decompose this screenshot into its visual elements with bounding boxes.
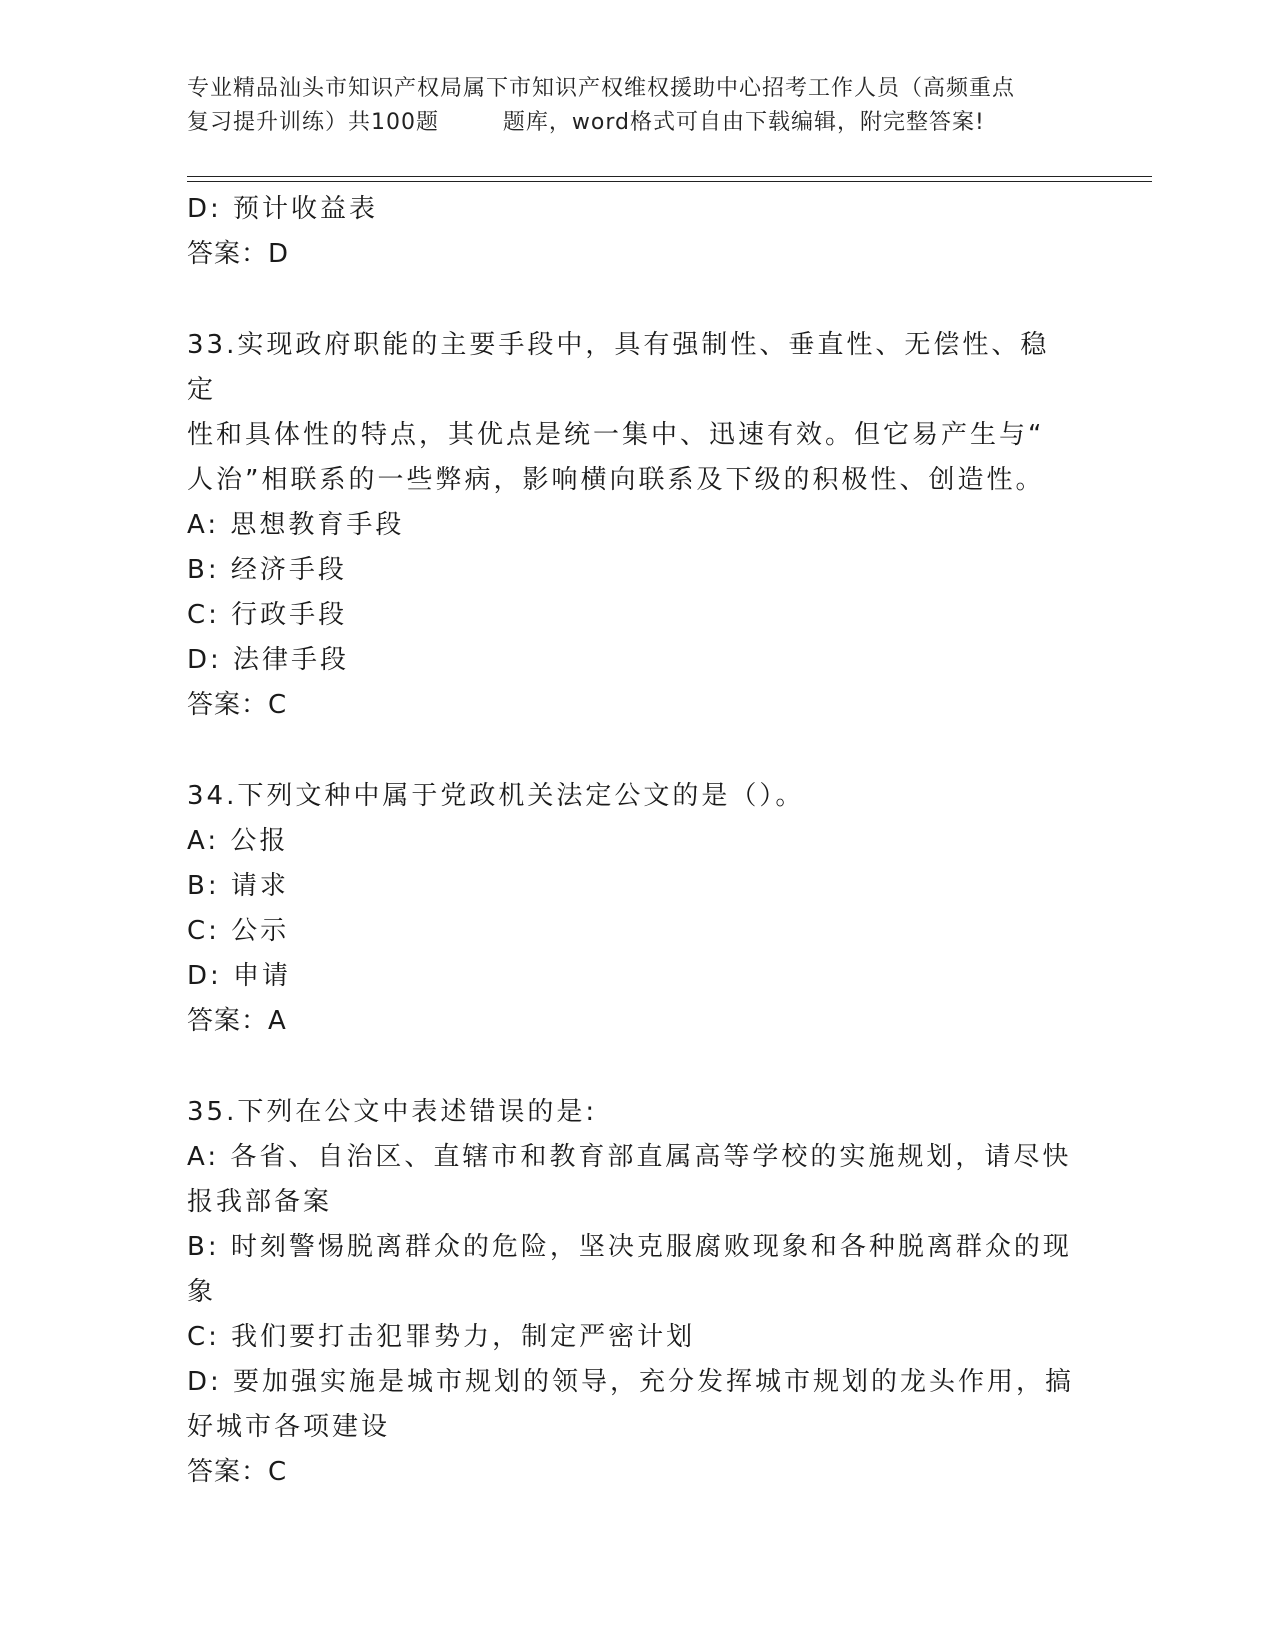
q34-answer: 答案：A — [187, 1006, 287, 1036]
q34-option-c: C: 公示 — [187, 916, 290, 946]
q35-option-d-line-2: 好城市各项建设 — [187, 1412, 391, 1442]
q33-text-line-2: 性和具体性的特点，其优点是统一集中、迅速有效。但它易产生与“ — [187, 420, 1045, 450]
q35-option-d-line-1: D: 要加强实施是城市规划的领导，充分发挥城市规划的龙头作用，搞 — [187, 1367, 1075, 1397]
q35-option-b-line-1: B: 时刻警惕脱离群众的危险，坚决克服腐败现象和各种脱离群众的现 — [187, 1232, 1072, 1262]
q35-option-a-line-2: 报我部备案 — [187, 1187, 333, 1217]
spacer — [187, 728, 1077, 774]
q34-option-d: D: 申请 — [187, 961, 292, 991]
q33-text-line-3: 人治”相联系的一些弊病，影响横向联系及下级的积极性、创造性。 — [187, 465, 1045, 495]
header-line-2: 复习提升训练）共100题 题库，word格式可自由下载编辑，附完整答案! — [187, 110, 985, 135]
question-content — [187, 187, 1077, 1495]
prev-answer: 答案：D — [187, 239, 290, 269]
prev-option-d: D: 预计收益表 — [187, 194, 379, 224]
q33-answer: 答案：C — [187, 690, 288, 720]
q33-option-a: A: 思想教育手段 — [187, 510, 405, 540]
q33-option-c: C: 行政手段 — [187, 600, 348, 630]
q35-option-c: C: 我们要打击犯罪势力，制定严密计划 — [187, 1322, 696, 1352]
q35-text-line-1: 35.下列在公文中表述错误的是: — [187, 1097, 598, 1127]
q33-option-d: D: 法律手段 — [187, 645, 350, 675]
q33-option-b: B: 经济手段 — [187, 555, 347, 585]
header-line-1: 专业精品汕头市知识产权局属下市知识产权维权援助中心招考工作人员（高频重点 — [187, 76, 1016, 101]
header-divider-bottom — [187, 181, 1152, 182]
q34-option-a: A: 公报 — [187, 826, 289, 856]
q35-answer: 答案：C — [187, 1457, 288, 1487]
page-header — [187, 72, 1087, 140]
spacer — [187, 277, 1077, 323]
header-divider-top — [187, 176, 1152, 177]
q35-option-a-line-1: A: 各省、自治区、直辖市和教育部直属高等学校的实施规划，请尽快 — [187, 1142, 1072, 1172]
q33-text-line-1: 33.实现政府职能的主要手段中，具有强制性、垂直性、无偿性、稳定 — [187, 330, 1050, 405]
q34-text-line-1: 34.下列文种中属于党政机关法定公文的是（）。 — [187, 781, 805, 811]
q35-option-b-line-2: 象 — [187, 1277, 217, 1307]
spacer — [187, 1044, 1077, 1090]
q34-option-b: B: 请求 — [187, 871, 289, 901]
